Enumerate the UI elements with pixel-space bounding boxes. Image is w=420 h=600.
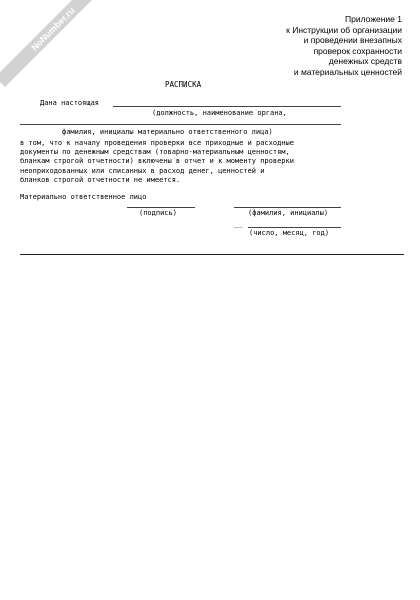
body-line: документы по денежным средствам (товарно-материальным ценностям,	[20, 148, 290, 157]
appendix-line: и проведении внезапных	[303, 35, 402, 45]
bottom-rule	[20, 254, 404, 255]
watermark: NoNumber.ru	[0, 0, 111, 87]
fio-hint: (фамилия, инициалы)	[248, 209, 329, 217]
appendix-line: Приложение 1	[345, 14, 402, 24]
body-line: в том, что к началу проведения проверки все приходные и расходные	[20, 139, 294, 147]
name-hint: фамилия, инициалы материально ответственного лица)	[62, 128, 273, 136]
position-hint: (должность, наименование органа,	[152, 109, 287, 117]
date-line	[248, 227, 341, 228]
date-dash: __	[234, 220, 243, 228]
signature-line	[127, 207, 195, 208]
appendix-line: денежных средств	[328, 56, 402, 66]
appendix-line: проверок сохранности	[313, 45, 402, 56]
body-text	[20, 139, 345, 185]
body-line: бланков строгой отчетности не имеется.	[20, 175, 181, 184]
appendix-note	[286, 14, 402, 77]
document-title: РАСПИСКА	[165, 80, 202, 89]
given-label: Дана настоящая	[40, 99, 100, 107]
body-line: неоприходованных или списанных в расход денег, ценностей и	[20, 166, 265, 175]
appendix-line: к Инструкции об организации	[286, 24, 402, 35]
body-line: бланкам строгой отчетности) включены в отчет и к моменту проверки	[20, 157, 294, 166]
name-line	[20, 124, 341, 125]
date-hint: (число, месяц, год)	[249, 229, 330, 237]
position-line	[113, 106, 341, 107]
fio-line	[234, 207, 341, 208]
signature-hint: (подпись)	[139, 209, 177, 217]
appendix-line: и материальных ценностей	[293, 66, 402, 77]
responsible-label: Материально ответственное лицо	[20, 193, 147, 201]
